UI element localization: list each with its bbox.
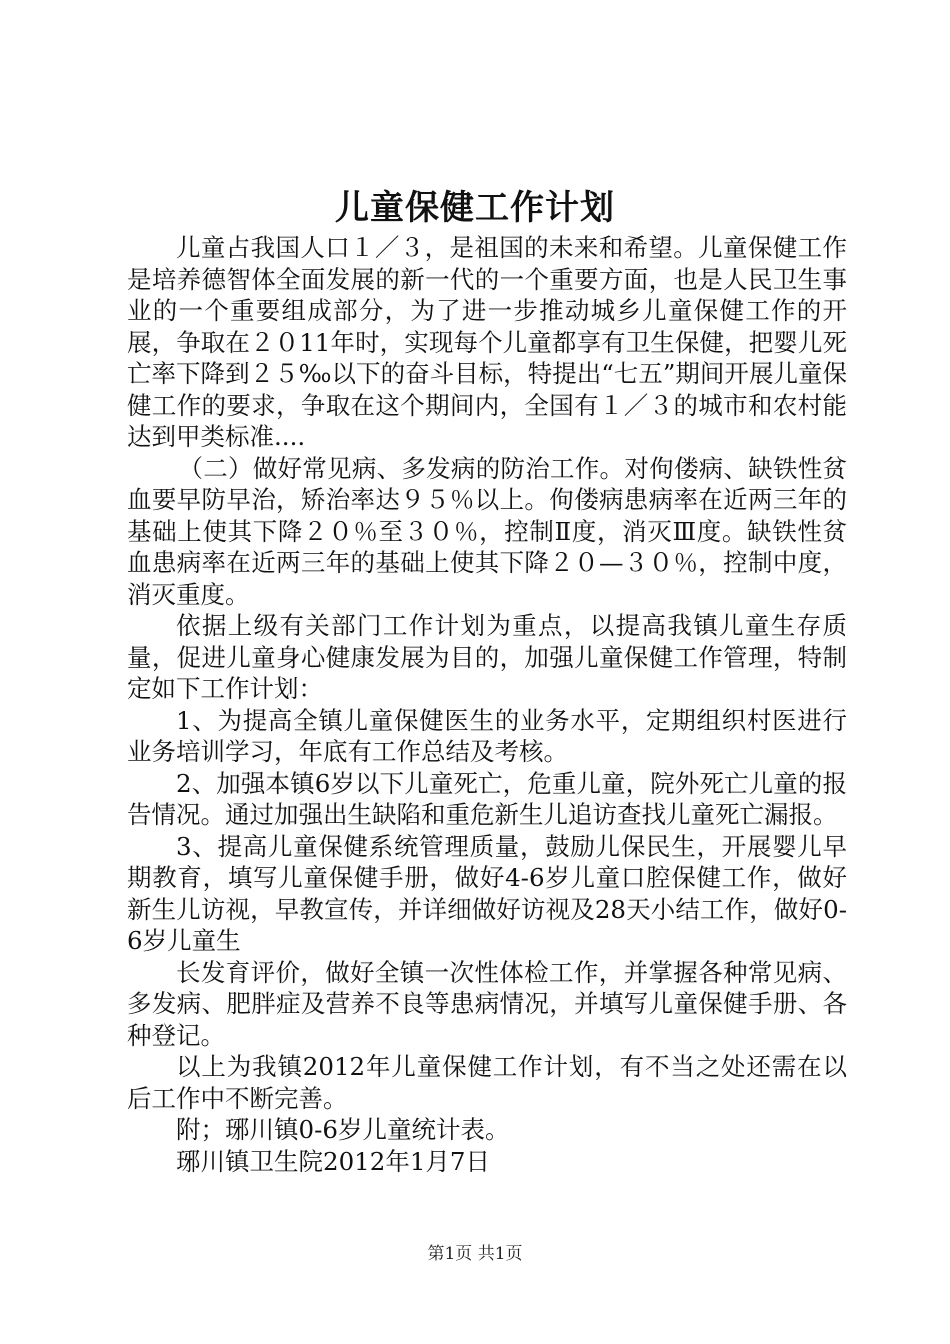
paragraph-conclusion: 以上为我镇2012年儿童保健工作计划，有不当之处还需在以后工作中不断完善。 bbox=[127, 1052, 847, 1113]
paragraph-disease-prevention: （二）做好常见病、多发病的防治工作。对佝偻病、缺铁性贫血要早防早治，矫治率达９５％以上。佝偻病患病率在近两三年的基础上使其下降２０％至３０％，控制Ⅱ度，消灭Ⅲ度。缺铁性贫血患病率在近两三年的基础上使其下降２０—３０％，控制中度，消灭重度。 bbox=[127, 453, 847, 609]
document-body bbox=[127, 232, 847, 1177]
paragraph-plan-basis: 依据上级有关部门工作计划为重点，以提高我镇儿童生存质量，促进儿童身心健康发展为目的，加强儿童保健工作管理，特制定如下工作计划： bbox=[127, 611, 847, 703]
paragraph-item-1: 1、为提高全镇儿童保健医生的业务水平，定期组织村医进行业务培训学习，年底有工作总结及考核。 bbox=[127, 705, 847, 766]
paragraph-signature-date: 琊川镇卫生院2012年1月7日 bbox=[176, 1146, 491, 1176]
document-title: 儿童保健工作计划 bbox=[335, 188, 615, 228]
paragraph-intro: 儿童占我国人口１／３，是祖国的未来和希望。儿童保健工作是培养德智体全面发展的新一代的一个重要方面，也是人民卫生事业的一个重要组成部分，为了进一步推动城乡儿童保健工作的开展，争取在２０11年时，实现每个儿童都享有卫生保健，把婴儿死亡率下降到２５‰以下的奋斗目标，特提出“七五”期间开展儿童保健工作的要求，争取在这个期间内，全国有１／３的城市和农村能达到甲类标准.... bbox=[127, 233, 847, 451]
paragraph-item-3-continued: 长发育评价，做好全镇一次性体检工作，并掌握各种常见病、多发病、肥胖症及营养不良等患病情况，并填写儿童保健手册、各种登记。 bbox=[127, 957, 847, 1050]
paragraph-item-3: 3、提高儿童保健系统管理质量，鼓励儿保民生，开展婴儿早期教育，填写儿童保健手册，做好4-6岁儿童口腔保健工作，做好新生儿访视，早教宣传，并详细做好访视及28天小结工作，做好0-6岁儿童生 bbox=[127, 831, 847, 955]
paragraph-attachment: 附；琊川镇0-6岁儿童统计表。 bbox=[176, 1115, 510, 1144]
paragraph-item-2: 2、加强本镇6岁以下儿童死亡，危重儿童，院外死亡儿童的报告情况。通过加强出生缺陷和重危新生儿追访查找儿童死亡漏报。 bbox=[127, 768, 847, 829]
page-number-footer: 第1页 共1页 bbox=[427, 1244, 523, 1264]
